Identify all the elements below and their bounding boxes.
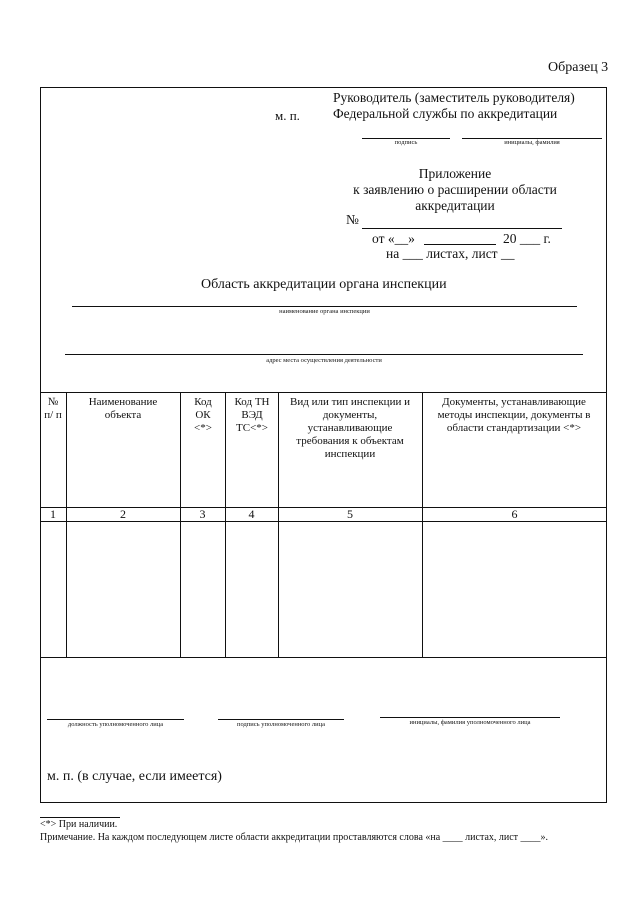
table-header-cell: № п/ п: [44, 396, 62, 421]
authorized-initials-caption: инициалы, фамилия уполномоченного лица: [409, 719, 531, 726]
date-prefix: от «__»: [372, 231, 415, 246]
authorized-signature-line: [218, 719, 344, 720]
sample-label: Образец 3: [548, 60, 609, 75]
column-number: 4: [248, 507, 255, 521]
head-line-2: Федеральной службы по аккредитации: [333, 106, 558, 121]
table-header-cell: Документы, устанавливающие методы инспекции, документы в области стандартизации <*>: [437, 396, 591, 434]
org-name-caption: наименование органа инспекции: [279, 308, 370, 315]
column-number: 5: [347, 507, 353, 521]
number-label: №: [346, 212, 359, 227]
appendix-line-3: аккредитации: [415, 198, 495, 213]
column-number: 1: [50, 507, 56, 521]
table-col-divider: [225, 392, 226, 657]
column-number: 3: [199, 507, 206, 521]
table-header-cell: Код ТН ВЭД ТС<*>: [234, 396, 270, 434]
position-line: [47, 719, 184, 720]
table-col-divider: [66, 392, 67, 657]
date-year: 20 ___ г.: [503, 231, 551, 246]
stamp-place-label: м. п.: [275, 108, 300, 123]
initials-caption: инициалы, фамилия: [504, 139, 560, 146]
table-header-cell: Код ОК <*>: [194, 396, 212, 434]
table-col-divider: [278, 392, 279, 657]
org-name-line: [72, 306, 577, 307]
table-header-cell: Вид или тип инспекции и документы, устанавливающие требования к объектам инспекции: [290, 396, 410, 460]
position-caption: должность уполномоченного лица: [67, 721, 164, 728]
address-line: [65, 354, 583, 355]
table-top-border: [40, 392, 607, 393]
column-number: 6: [511, 507, 518, 521]
appendix-line-2: к заявлению о расширении области: [353, 182, 557, 197]
footnote-separator: [40, 817, 120, 818]
column-number: 2: [120, 507, 126, 521]
table-col-divider: [422, 392, 423, 657]
footnote: <*> При наличии.: [40, 819, 118, 830]
head-line-1: Руководитель (заместитель руководителя): [333, 90, 575, 105]
sheets-label: на ___ листах, лист __: [386, 246, 515, 261]
number-line: [362, 228, 562, 229]
signature-caption: подпись: [394, 139, 418, 146]
authorized-initials-line: [380, 717, 560, 718]
appendix-title: Приложение: [418, 166, 492, 181]
table-col-divider: [180, 392, 181, 657]
address-caption: адрес места осуществления деятельности: [266, 357, 382, 364]
date-month-line: [424, 244, 496, 245]
authorized-signature-caption: подпись уполномоченного лица: [236, 721, 326, 728]
note: Примечание. На каждом последующем листе области аккредитации проставляются слова «на ____ листах, лист ____».: [40, 832, 549, 843]
scope-title: Область аккредитации органа инспекции: [201, 277, 447, 292]
table-header-cell: Наименование объекта: [88, 396, 158, 421]
stamp-note: м. п. (в случае, если имеется): [47, 769, 222, 784]
table-bottom-border: [40, 657, 607, 658]
